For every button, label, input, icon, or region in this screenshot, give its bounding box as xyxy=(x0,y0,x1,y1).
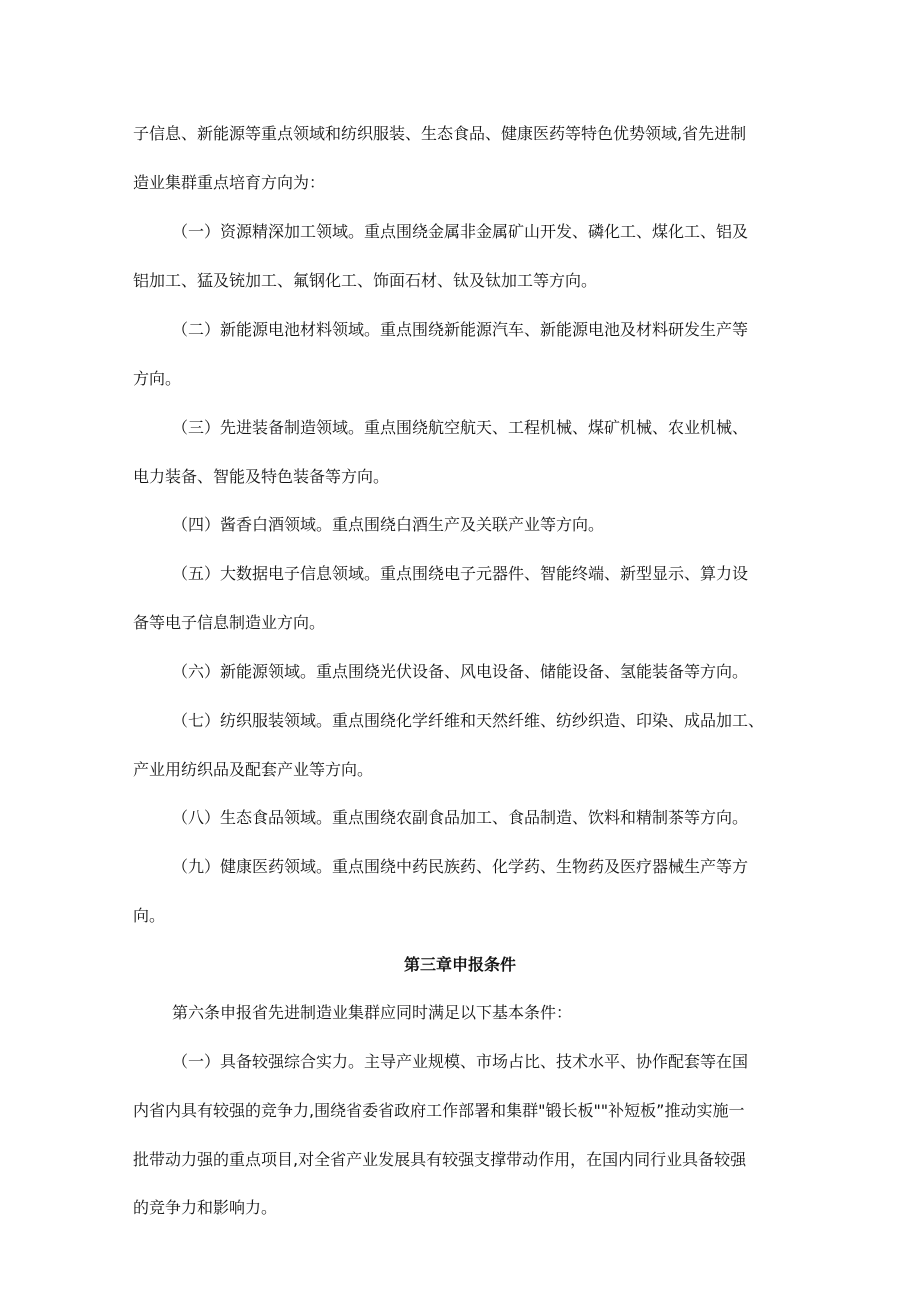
list-item-line: 批带动力强的重点项目,对全省产业发展具有较强支撑带动作用，在国内同行业具备较强 xyxy=(133,1150,747,1169)
list-item-line: 产业用纺织品及配套产业等方向。 xyxy=(133,760,374,779)
list-item-line: （二）新能源电池材料领域。重点围绕新能源汽车、新能源电池及材料研发生产等 xyxy=(172,320,749,339)
list-item-line: 的竞争力和影响力。 xyxy=(133,1198,278,1217)
list-item-line: （一）具备较强综合实力。主导产业规模、市场占比、技术水平、协作配套等在国 xyxy=(172,1052,749,1071)
list-item-line: 铝加工、猛及铳加工、氟钢化工、饰面石材、钛及钛加工等方向。 xyxy=(133,271,598,290)
chapter-heading: 第三章申报条件 xyxy=(403,955,516,974)
list-item-line: （四）酱香白酒领域。重点围绕白酒生产及关联产业等方向。 xyxy=(172,515,605,534)
list-item-line: 内省内具有较强的竞争力,围绕省委省政府工作部署和集群"锻长板""补短板”推动实施一 xyxy=(133,1101,745,1120)
list-item-line: 方向。 xyxy=(133,369,182,388)
list-item-line: 电力装备、智能及特色装备等方向。 xyxy=(133,467,390,486)
list-item-line: （八）生态食品领域。重点围绕农副食品加工、食品制造、饮料和精制茶等方向。 xyxy=(172,808,749,827)
article-line: 第六条申报省先进制造业集群应同时满足以下基本条件： xyxy=(172,1003,573,1022)
list-item-line: （七）纺织服装领域。重点围绕化学纤维和天然纤维、纺纱织造、印染、成品加工、 xyxy=(172,711,765,730)
paragraph-line: 造业集群重点培育方向为： xyxy=(133,173,326,192)
paragraph-line: 子信息、新能源等重点领域和纺织服装、生态食品、健康医药等特色优势领域,省先进制 xyxy=(133,124,747,143)
list-item-line: （一）资源精深加工领域。重点围绕金属非金属矿山开发、磷化工、煤化工、铝及 xyxy=(172,222,749,241)
list-item-line: （三）先进装备制造领域。重点围绕航空航天、工程机械、煤矿机械、农业机械、 xyxy=(172,418,749,437)
list-item-line: （九）健康医药领域。重点围绕中药民族药、化学药、生物药及医疗器械生产等方 xyxy=(172,857,749,876)
list-item-line: 备等电子信息制造业方向。 xyxy=(133,613,326,632)
list-item-line: （五）大数据电子信息领域。重点围绕电子元器件、智能终端、新型显示、算力设 xyxy=(172,564,749,583)
list-item-line: 向。 xyxy=(133,906,166,925)
list-item-line: （六）新能源领域。重点围绕光伏设备、风电设备、储能设备、氢能装备等方向。 xyxy=(172,662,749,681)
